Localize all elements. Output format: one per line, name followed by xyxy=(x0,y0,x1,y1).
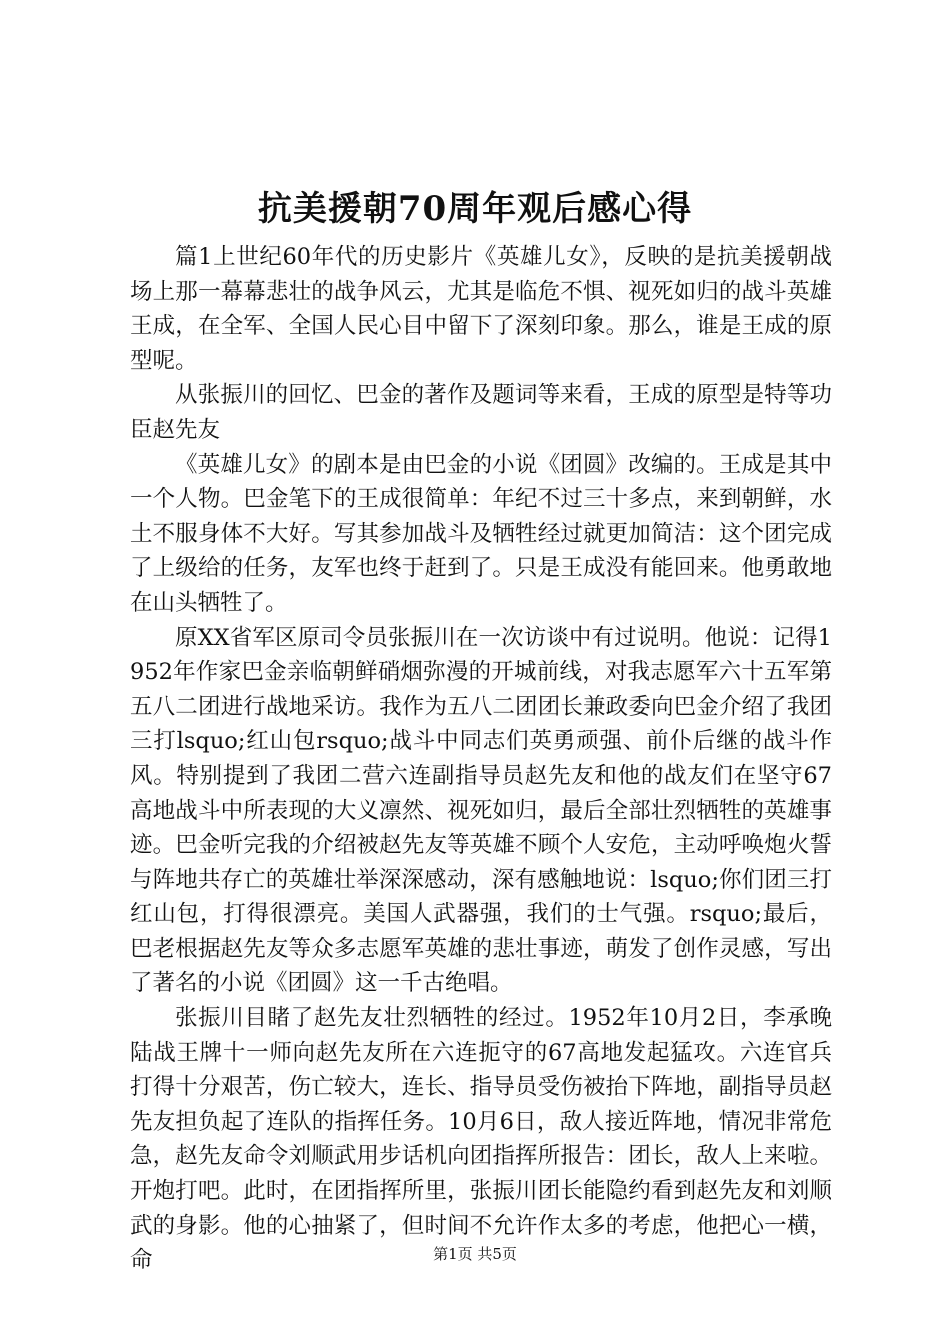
page-footer: 第1页 共5页 xyxy=(433,1245,517,1263)
paragraph-2: 从张振川的回忆、巴金的著作及题词等来看，王成的原型是特等功臣赵先友 xyxy=(130,382,832,443)
document-body xyxy=(130,240,832,1278)
paragraph-5: 张振川目睹了赵先友壮烈牺牲的经过。1952年10月2日，李承晚陆战王牌十一师向赵先友所在六连扼守的67高地发起猛攻。六连官兵打得十分艰苦，伤亡较大，连长、指导员受伤被抬下阵地，副指导员赵先友担负起了连队的指挥任务。10月6日，敌人接近阵地，情况非常危急，赵先友命令刘顺武用步话机向团指挥所报告：团长，敌人上来啦。开炮打吧。此时，在团指挥所里，张振川团长能隐约看到赵先友和刘顺武的身影。他的心抽紧了，但时间不允许作太多的考虑，他把心一横，命 xyxy=(130,1005,832,1274)
page-title: 抗美援朝70周年观后感心得 xyxy=(257,189,693,229)
paragraph-3: 《英雄儿女》的剧本是由巴金的小说《团圆》改编的。王成是其中一个人物。巴金笔下的王成很简单：年纪不过三十多点，来到朝鲜，水土不服身体不大好。写其参加战斗及牺牲经过就更加简洁：这个团完成了上级给的任务，友军也终于赶到了。只是王成没有能回来。他勇敢地在山头牺牲了。 xyxy=(130,451,832,616)
paragraph-4: 原XX省军区原司令员张振川在一次访谈中有过说明。他说：记得1952年作家巴金亲临朝鲜硝烟弥漫的开城前线，对我志愿军六十五军第五八二团进行战地采访。我作为五八二团团长兼政委向巴金介绍了我团三打lsquo;红山包rsquo;战斗中同志们英勇顽强、前仆后继的战斗作风。特别提到了我团二营六连副指导员赵先友和他的战友们在坚守67高地战斗中所表现的大义凛然、视死如归，最后全部壮烈牺牲的英雄事迹。巴金听完我的介绍被赵先友等英雄不顾个人安危，主动呼唤炮火誓与阵地共存亡的英雄壮举深深感动，深有感触地说：lsquo;你们团三打红山包，打得很漂亮。美国人武器强，我们的士气强。rsquo;最后，巴老根据赵先友等众多志愿军英雄的悲壮事迹，萌发了创作灵感，写出了著名的小说《团圆》这一千古绝唱。 xyxy=(130,624,832,997)
paragraph-1: 篇1上世纪60年代的历史影片《英雄儿女》，反映的是抗美援朝战场上那一幕幕悲壮的战争风云，尤其是临危不惧、视死如归的战斗英雄王成，在全军、全国人民心目中留下了深刻印象。那么，谁是王成的原型呢。 xyxy=(130,244,832,374)
